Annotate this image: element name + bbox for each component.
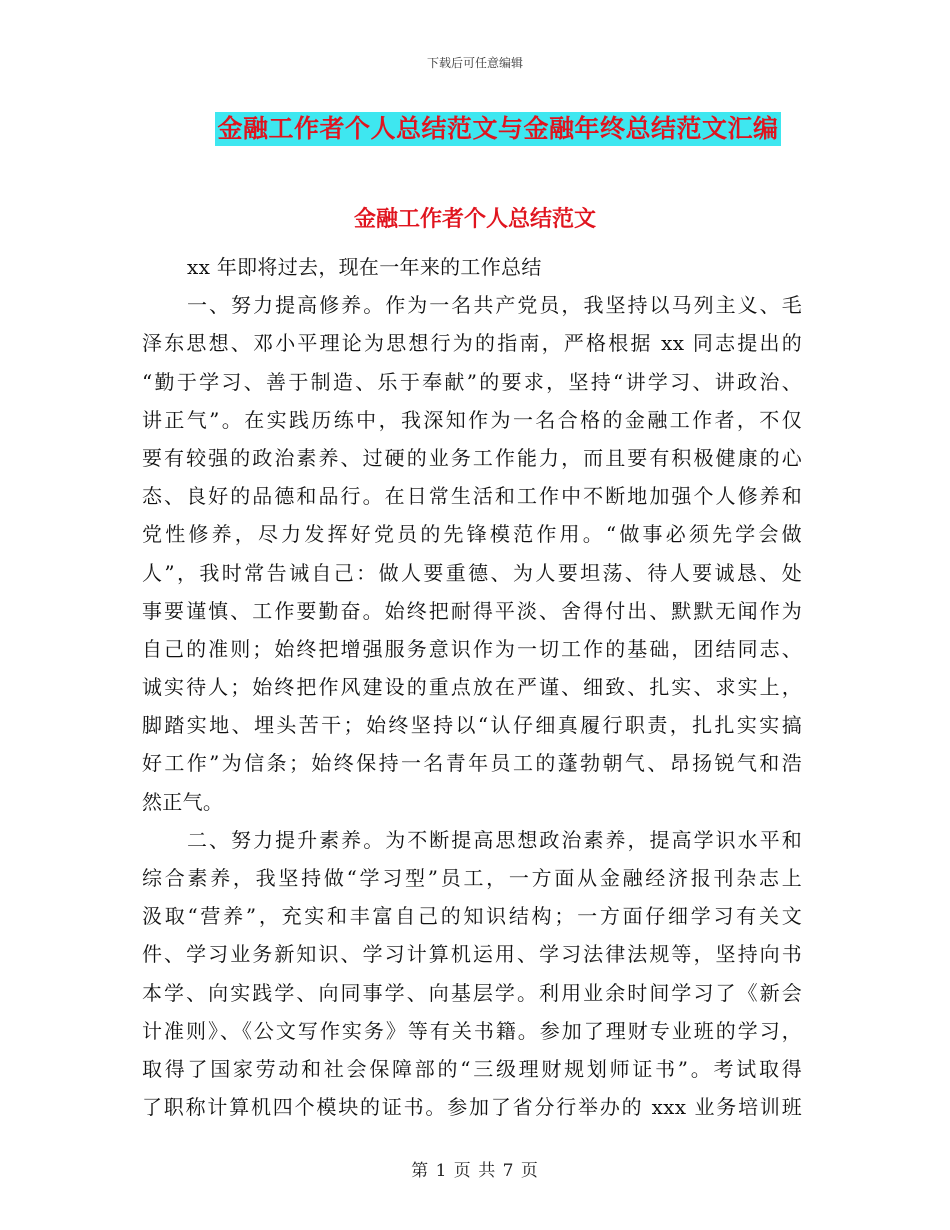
paragraph-line: 要有较强的政治素养、过硬的业务工作能力，而且要有积极健康的心 — [142, 445, 802, 470]
paragraph-line: 泽东思想、邓小平理论为思想行为的指南，严格根据 xx 同志提出的 — [142, 331, 802, 356]
body-text — [142, 248, 802, 1126]
page-indicator: 第 1 页 共 7 页 — [411, 1161, 539, 1181]
paragraph-line: 事要谨慎、工作要勤奋。始终把耐得平淡、舍得付出、默默无闻作为 — [142, 598, 802, 623]
paragraph-line: 二、努力提升素养。为不断提高思想政治素养，提高学识水平和 — [187, 827, 802, 852]
paragraph-line: 自己的准则；始终把增强服务意识作为一切工作的基础，团结同志、 — [142, 636, 802, 661]
paragraph-line: 讲正气”。在实践历练中，我深知作为一名合格的金融工作者，不仅 — [142, 407, 802, 432]
paragraph-line: 汲取“营养”，充实和丰富自己的知识结构；一方面仔细学习有关文 — [142, 904, 802, 929]
paragraph-line: 态、良好的品德和品行。在日常生活和工作中不断地加强个人修养和 — [142, 484, 802, 509]
main-title-container — [0, 112, 950, 146]
paragraph-line: 本学、向实践学、向同事学、向基层学。利用业余时间学习了《新会 — [142, 980, 802, 1005]
paragraph-line: 诚实待人；始终把作风建设的重点放在严谨、细致、扎实、求实上， — [142, 675, 802, 700]
main-title: 金融工作者个人总结范文与金融年终总结范文汇编 — [215, 112, 780, 146]
paragraph-line: 取得了国家劳动和社会保障部的“三级理财规划师证书”。考试取得 — [142, 1056, 802, 1081]
paragraph-line: 党性修养，尽力发挥好党员的先锋模范作用。“做事必须先学会做 — [142, 522, 802, 547]
paragraph-line: 了职称计算机四个模块的证书。参加了省分行举办的 xxx 业务培训班 — [142, 1095, 802, 1120]
paragraph-line: 计准则》、《公文写作实务》等有关书籍。参加了理财专业班的学习， — [142, 1018, 802, 1043]
section-title: 金融工作者个人总结范文 — [353, 207, 596, 232]
paragraph-line: 件、学习业务新知识、学习计算机运用、学习法律法规等，坚持向书 — [142, 942, 802, 967]
paragraph-line: 好工作”为信条；始终保持一名青年员工的蓬勃朝气、昂扬锐气和浩 — [142, 751, 802, 776]
paragraph-line: xx 年即将过去，现在一年来的工作总结 — [187, 255, 542, 279]
paragraph-line: 脚踏实地、埋头苦干；始终坚持以“认仔细真履行职责，扎扎实实搞 — [142, 713, 802, 738]
paragraph-line: “勤于学习、善于制造、乐于奉献”的要求，坚持“讲学习、讲政治、 — [142, 369, 802, 394]
paragraph-line: 然正气。 — [142, 789, 224, 814]
paragraph-line: 人”，我时常告诫自己：做人要重德、为人要坦荡、待人要诚恳、处 — [142, 560, 802, 585]
paragraph-line: 综合素养，我坚持做“学习型”员工，一方面从金融经济报刊杂志上 — [142, 866, 802, 890]
paragraph-line: 一、努力提高修养。作为一名共产党员，我坚持以马列主义、毛 — [187, 293, 802, 318]
header-note: 下载后可任意编辑 — [426, 56, 523, 70]
